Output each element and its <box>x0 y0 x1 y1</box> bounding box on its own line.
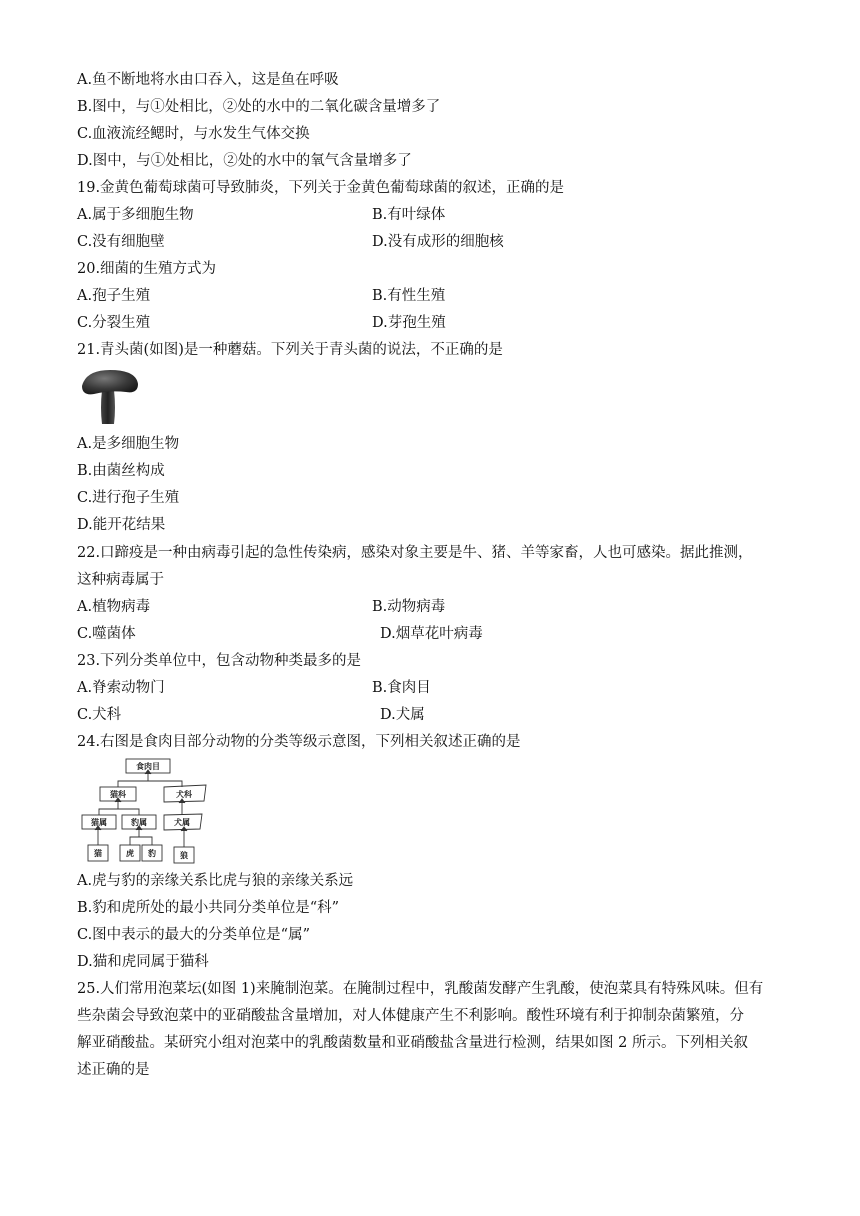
q19-option-d: D.没有成形的细胞核 <box>372 234 504 250</box>
q25-stem-line4: 述正确的是 <box>77 1062 150 1078</box>
classification-tree-diagram <box>78 757 208 865</box>
tree-connectors <box>95 770 187 847</box>
family-cat-label: 猫科 <box>110 790 126 799</box>
q22-option-a: A.植物病毒 <box>77 599 151 615</box>
q20-stem: 20.细菌的生殖方式为 <box>77 261 217 277</box>
q20-option-b: B.有性生殖 <box>372 288 446 304</box>
q19-option-c: C.没有细胞壁 <box>77 234 165 250</box>
q24-option-a: A.虎与豹的亲缘关系比虎与狼的亲缘关系远 <box>77 873 354 889</box>
q18-option-c: C.血液流经鳃时，与水发生气体交换 <box>77 126 310 142</box>
q20-option-c: C.分裂生殖 <box>77 315 151 331</box>
q23-stem: 23.下列分类单位中，包含动物种类最多的是 <box>77 653 362 669</box>
species-tiger-label: 虎 <box>126 849 134 858</box>
q21-stem: 21.青头菌(如图)是一种蘑菇。下列关于青头菌的说法，不正确的是 <box>77 342 503 358</box>
q23-option-a: A.脊索动物门 <box>77 680 165 696</box>
q23-option-b: B.食肉目 <box>372 680 431 696</box>
q25-stem-line3: 解亚硝酸盐。某研究小组对泡菜中的乳酸菌数量和亚硝酸盐含量进行检测，结果如图 2 所示。下列相关叙 <box>77 1035 748 1051</box>
q21-option-c: C.进行孢子生殖 <box>77 490 180 506</box>
species-wolf-label: 狼 <box>180 851 188 860</box>
q23-option-d: D.犬属 <box>380 707 425 723</box>
q24-stem: 24.右图是食肉目部分动物的分类等级示意图，下列相关叙述正确的是 <box>77 734 521 750</box>
genus-dog-label: 犬属 <box>174 818 190 827</box>
q20-option-d: D.芽孢生殖 <box>372 315 446 331</box>
q19-option-a: A.属于多细胞生物 <box>77 207 194 223</box>
q22-stem-line1: 22.口蹄疫是一种由病毒引起的急性传染病，感染对象主要是牛、猪、羊等家畜，人也可感染。据此推测， <box>77 545 753 561</box>
mushroom-image <box>80 366 140 426</box>
q19-option-b: B.有叶绿体 <box>372 207 446 223</box>
family-dog-label: 犬科 <box>176 790 192 799</box>
q20-option-a: A.孢子生殖 <box>77 288 151 304</box>
q18-option-d: D.图中，与①处相比，②处的水中的氧气含量增多了 <box>77 153 412 169</box>
q19-stem: 19.金黄色葡萄球菌可导致肺炎，下列关于金黄色葡萄球菌的叙述，正确的是 <box>77 180 565 196</box>
genus-leopard-label: 豹属 <box>131 818 147 827</box>
q22-stem-line2: 这种病毒属于 <box>77 572 164 588</box>
q22-option-b: B.动物病毒 <box>372 599 446 615</box>
q18-option-a: A.鱼不断地将水由口吞入，这是鱼在呼吸 <box>77 72 339 88</box>
q24-option-c: C.图中表示的最大的分类单位是“属” <box>77 927 311 943</box>
q21-option-a: A.是多细胞生物 <box>77 436 180 452</box>
q21-option-d: D.能开花结果 <box>77 517 166 533</box>
order-label: 食肉目 <box>136 762 160 771</box>
q24-option-d: D.猫和虎同属于猫科 <box>77 954 209 970</box>
q21-option-b: B.由菌丝构成 <box>77 463 165 479</box>
q25-stem-line2: 些杂菌会导致泡菜中的亚硝酸盐含量增加，对人体健康产生不利影响。酸性环境有利于抑制杂菌繁殖，分 <box>77 1008 744 1024</box>
species-leopard-label: 豹 <box>148 849 156 858</box>
q18-option-b: B.图中，与①处相比，②处的水中的二氧化碳含量增多了 <box>77 99 441 115</box>
q25-stem-line1: 25.人们常用泡菜坛(如图 1)来腌制泡菜。在腌制过程中，乳酸菌发酵产生乳酸，使泡菜具有特殊风味。但有 <box>77 981 764 997</box>
q23-option-c: C.犬科 <box>77 707 122 723</box>
q24-option-b: B.豹和虎所处的最小共同分类单位是“科” <box>77 900 340 916</box>
genus-cat-label: 猫属 <box>91 818 107 827</box>
q22-option-d: D.烟草花叶病毒 <box>380 626 483 642</box>
species-cat-label: 猫 <box>94 849 102 858</box>
q22-option-c: C.噬菌体 <box>77 626 136 642</box>
